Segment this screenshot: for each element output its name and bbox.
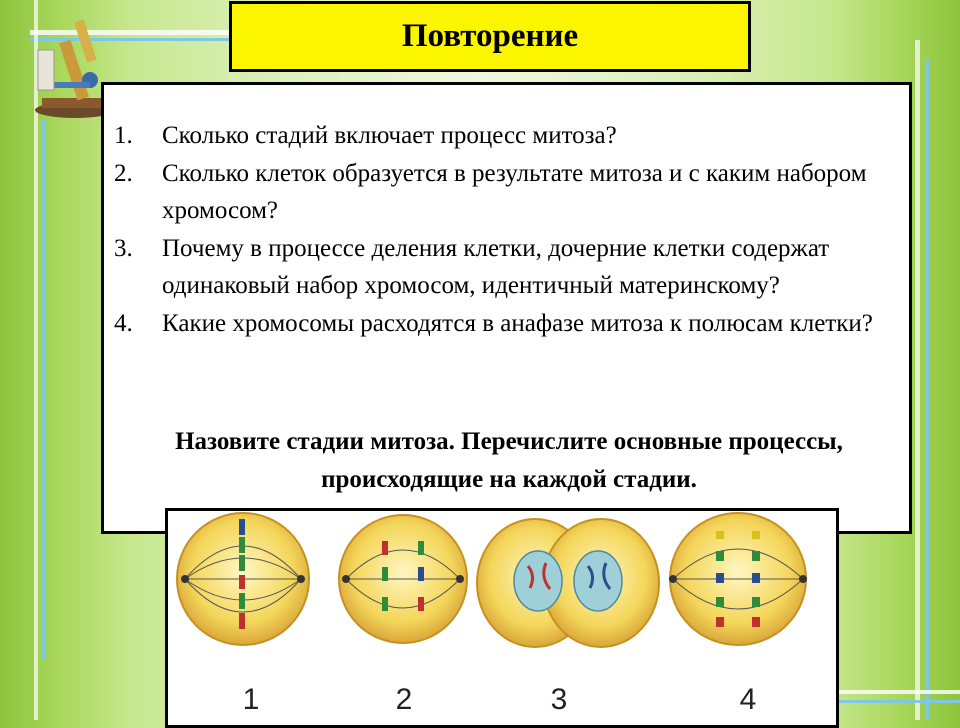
question-item bbox=[114, 155, 904, 230]
stage-label: 2 bbox=[395, 683, 413, 716]
question-number: 3. bbox=[114, 234, 133, 262]
question-item bbox=[114, 230, 904, 305]
stage-label: 4 bbox=[739, 683, 757, 716]
decor-bar-bottom-right bbox=[835, 690, 960, 694]
title-box bbox=[229, 1, 751, 72]
question-text: Какие хромосомы расходятся в анафазе митоза к полюсам клетки? bbox=[162, 309, 873, 337]
decor-bar-right-vertical-2 bbox=[926, 60, 929, 720]
question-number: 2. bbox=[114, 159, 133, 187]
task-footer: Назовите стадии митоза. Перечислите основные процессы, происходящие на каждой стадии. bbox=[175, 428, 843, 493]
question-number: 1. bbox=[114, 122, 133, 149]
questions-box bbox=[101, 82, 912, 534]
question-item bbox=[114, 117, 904, 155]
question-list bbox=[114, 117, 904, 342]
question-number: 4. bbox=[114, 309, 133, 337]
slide-title: Повторение bbox=[401, 18, 579, 54]
stage-4-cell bbox=[669, 513, 807, 645]
stage-label: 3 bbox=[550, 683, 568, 716]
question-text: Сколько клеток образуется в результате митоза и с каким набором хромосом? bbox=[162, 159, 867, 224]
question-item bbox=[114, 305, 904, 343]
decor-bar-left-vertical-2 bbox=[42, 120, 45, 660]
decor-bar-bottom-right-2 bbox=[835, 700, 960, 703]
decor-bar-right-vertical bbox=[915, 40, 920, 720]
question-text: Почему в процессе деления клетки, дочерние клетки содержат одинаковый набор хромосом, идентичный материнскому? bbox=[162, 234, 830, 299]
mitosis-figure bbox=[165, 508, 839, 728]
stage-3-cell bbox=[477, 519, 659, 647]
question-text: Сколько стадий включает процесс митоза? bbox=[162, 122, 617, 149]
stage-1-cell bbox=[177, 513, 309, 645]
stage-2-cell bbox=[339, 515, 467, 643]
stage-label: 1 bbox=[242, 683, 260, 716]
